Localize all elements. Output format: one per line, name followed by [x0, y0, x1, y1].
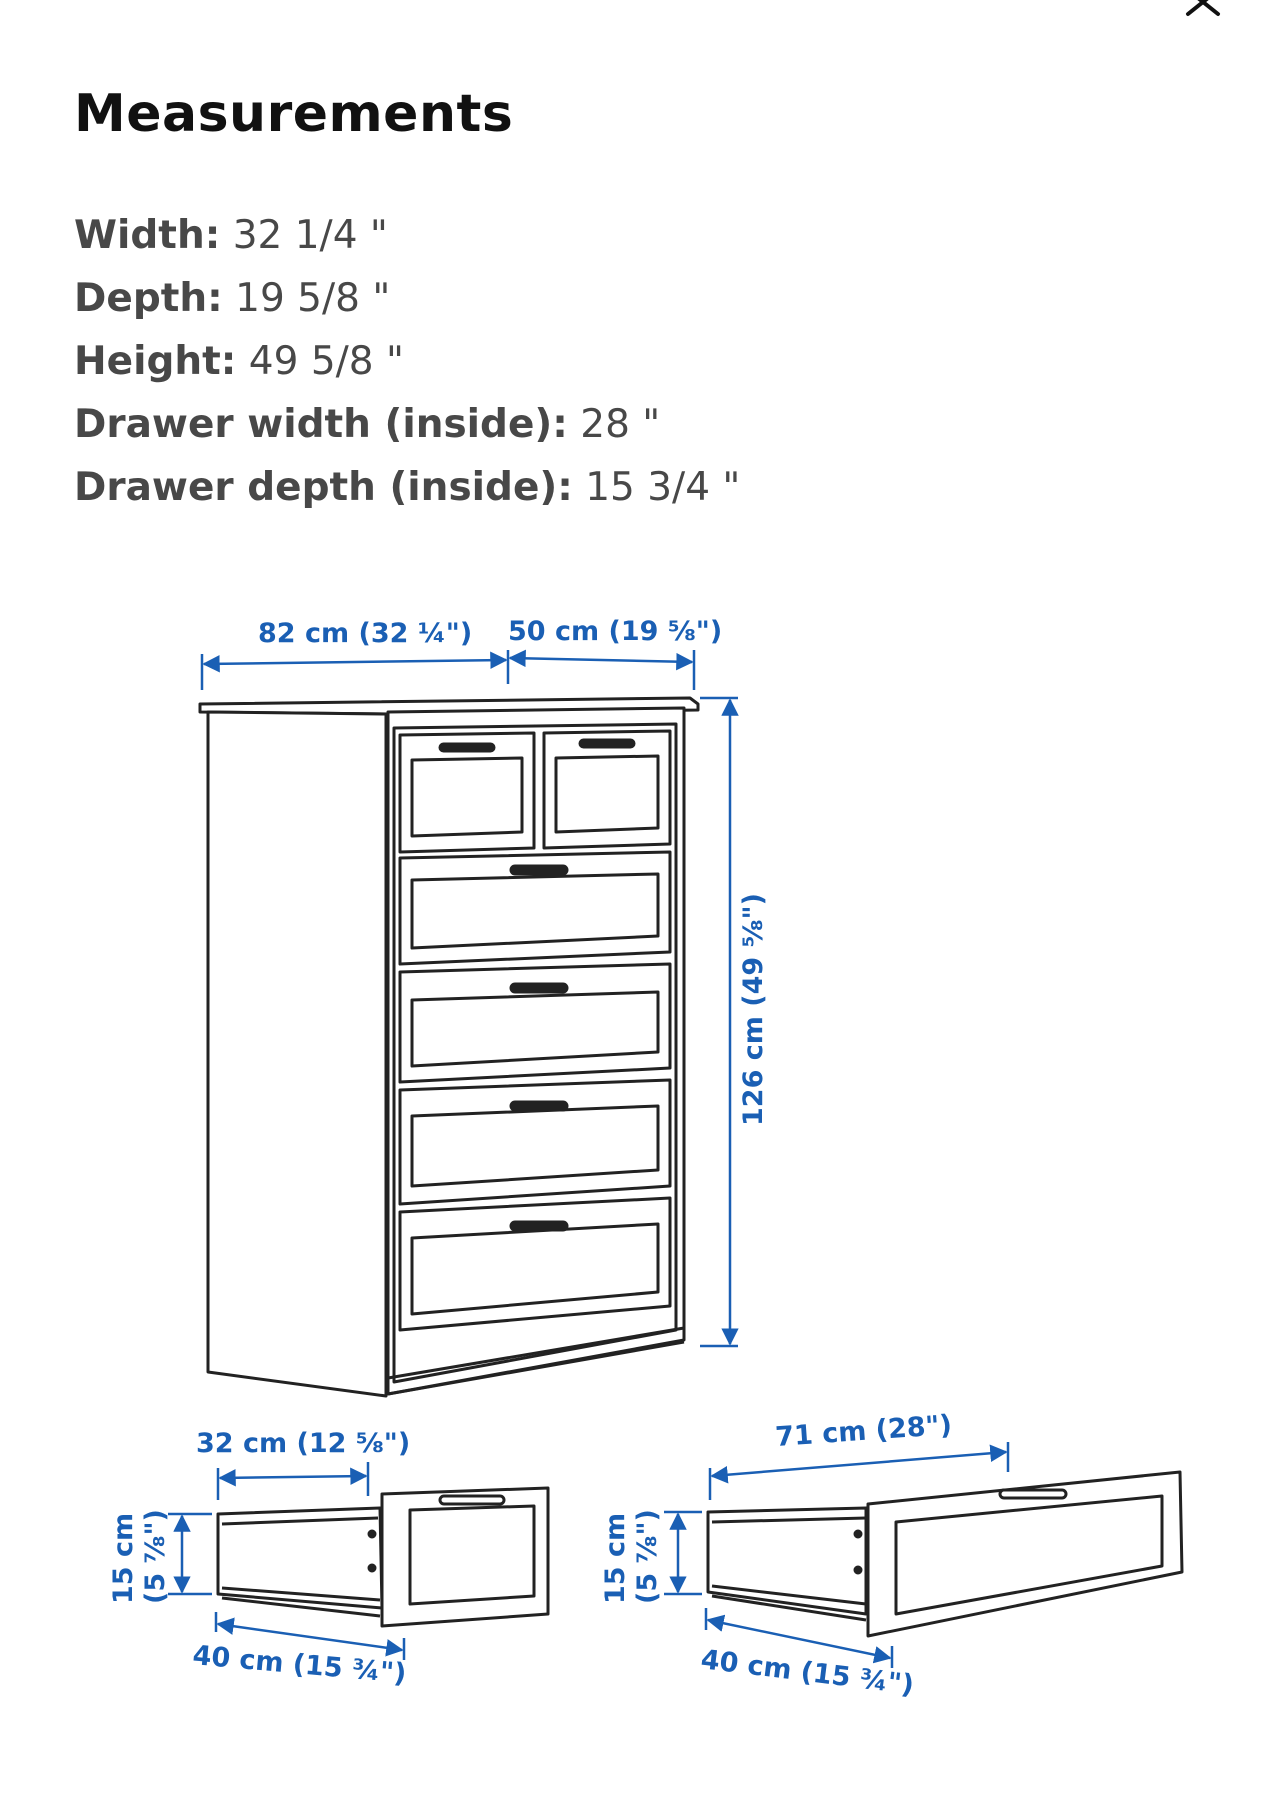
measurement-label: Depth: — [74, 276, 223, 321]
close-icon — [1180, 0, 1236, 28]
large-drawer-illustration — [708, 1472, 1182, 1636]
dimension-diagram — [0, 600, 1284, 1760]
large-drawer-depth-label: 40 cm (15 ¾") — [699, 1644, 916, 1702]
page-title: Measurements — [74, 84, 514, 144]
measurement-drawer-depth — [74, 456, 740, 519]
measurement-label: Drawer width (inside): — [74, 402, 568, 447]
large-drawer-width-label: 71 cm (28") — [774, 1409, 953, 1453]
small-drawer-height-in-label: (5 ⅞") — [140, 1509, 171, 1604]
measurement-width — [74, 204, 740, 267]
depth-dimension-label: 50 cm (19 ⅝") — [508, 616, 723, 647]
measurement-height — [74, 330, 740, 393]
measurement-value: 49 5/8 " — [248, 339, 404, 384]
measurement-value: 15 3/4 " — [585, 465, 741, 510]
width-dimension-label: 82 cm (32 ¼") — [258, 618, 473, 649]
small-drawer-depth-label: 40 cm (15 ¾") — [191, 1640, 408, 1690]
measurement-list — [74, 204, 740, 519]
measurement-label: Height: — [74, 339, 237, 384]
height-dimension-label: 126 cm (49 ⅝") — [738, 893, 769, 1126]
small-drawer-width-label: 32 cm (12 ⅝") — [196, 1428, 411, 1459]
measurement-value: 19 5/8 " — [235, 276, 391, 321]
large-drawer-height-cm-label: 15 cm — [600, 1512, 631, 1604]
measurement-label: Width: — [74, 213, 221, 258]
measurement-depth — [74, 267, 740, 330]
large-drawer-height-in-label: (5 ⅞") — [632, 1509, 663, 1604]
measurement-value: 32 1/4 " — [232, 213, 388, 258]
measurement-drawer-width — [74, 393, 740, 456]
small-drawer-illustration — [218, 1488, 548, 1626]
close-button[interactable] — [1180, 0, 1236, 28]
measurement-label: Drawer depth (inside): — [74, 465, 573, 510]
dresser-illustration — [200, 698, 698, 1396]
small-drawer-height-cm-label: 15 cm — [108, 1512, 139, 1604]
measurement-value: 28 " — [580, 402, 661, 447]
